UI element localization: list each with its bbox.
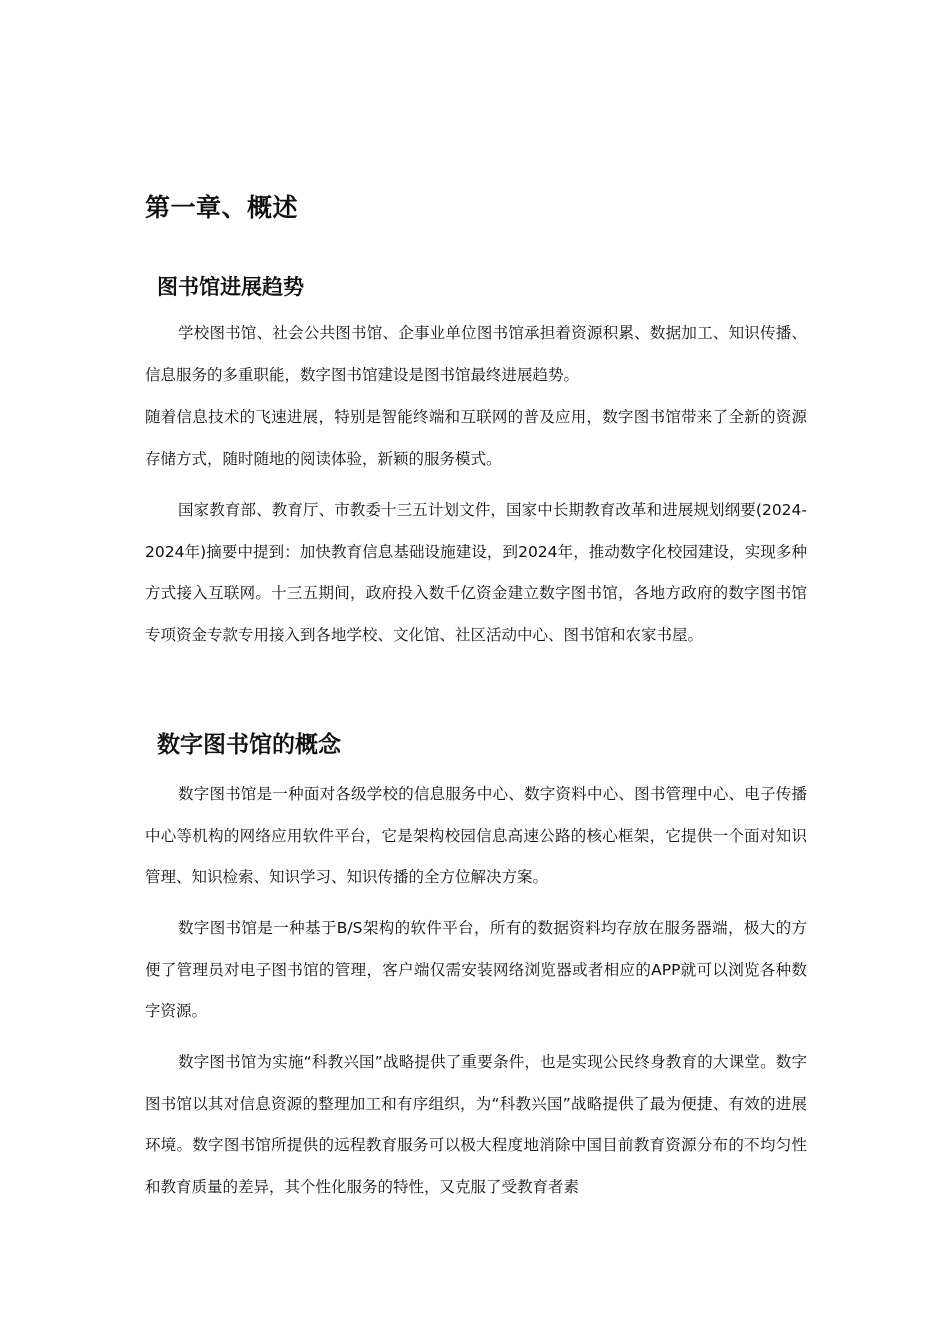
paragraph: 国家教育部、教育厅、市教委十三五计划文件，国家中长期教育改革和进展规划纲要(2024-2024年)摘要中提到：加快教育信息基础设施建设，到2024年，推动数字化校园建设，实现多种方式接入互联网。十三五期间，政府投入数千亿资金建立数字图书馆，各地方政府的数字图书馆专项资金专款专用接入到各地学校、文化馆、社区活动中心、图书馆和农家书屋。 — [145, 501, 807, 644]
chapter-title: 第一章、概述 — [145, 193, 299, 222]
paragraph: 随着信息技术的飞速进展，特别是智能终端和互联网的普及应用，数字图书馆带来了全新的资源存储方式，随时随地的阅读体验，新颖的服务模式。 — [145, 408, 807, 468]
section-heading-library-trends: 图书馆进展趋势 — [157, 275, 304, 299]
paragraph: 学校图书馆、社会公共图书馆、企事业单位图书馆承担着资源积累、数据加工、知识传播、信息服务的多重职能，数字图书馆建设是图书馆最终进展趋势。 — [145, 324, 807, 384]
paragraph: 数字图书馆是一种基于B/S架构的软件平台，所有的数据资料均存放在服务器端，极大的方便了管理员对电子图书馆的管理，客户端仅需安装网络浏览器或者相应的APP就可以浏览各种数字资源。 — [145, 919, 807, 1020]
paragraph: 数字图书馆为实施“科教兴国”战略提供了重要条件，也是实现公民终身教育的大课堂。数字图书馆以其对信息资源的整理加工和有序组织，为“科教兴国”战略提供了最为便捷、有效的进展环境。数字图书馆所提供的远程教育服务可以极大程度地消除中国目前教育资源分布的不均匀性和教育质量的差异，其个性化服务的特性，又克服了受教育者素 — [145, 1053, 807, 1196]
section-heading-digital-library-concept: 数字图书馆的概念 — [157, 732, 341, 758]
paragraph: 数字图书馆是一种面对各级学校的信息服务中心、数字资料中心、图书管理中心、电子传播中心等机构的网络应用软件平台，它是架构校园信息高速公路的核心框架，它提供一个面对知识管理、知识检索、知识学习、知识传播的全方位解决方案。 — [145, 785, 807, 886]
